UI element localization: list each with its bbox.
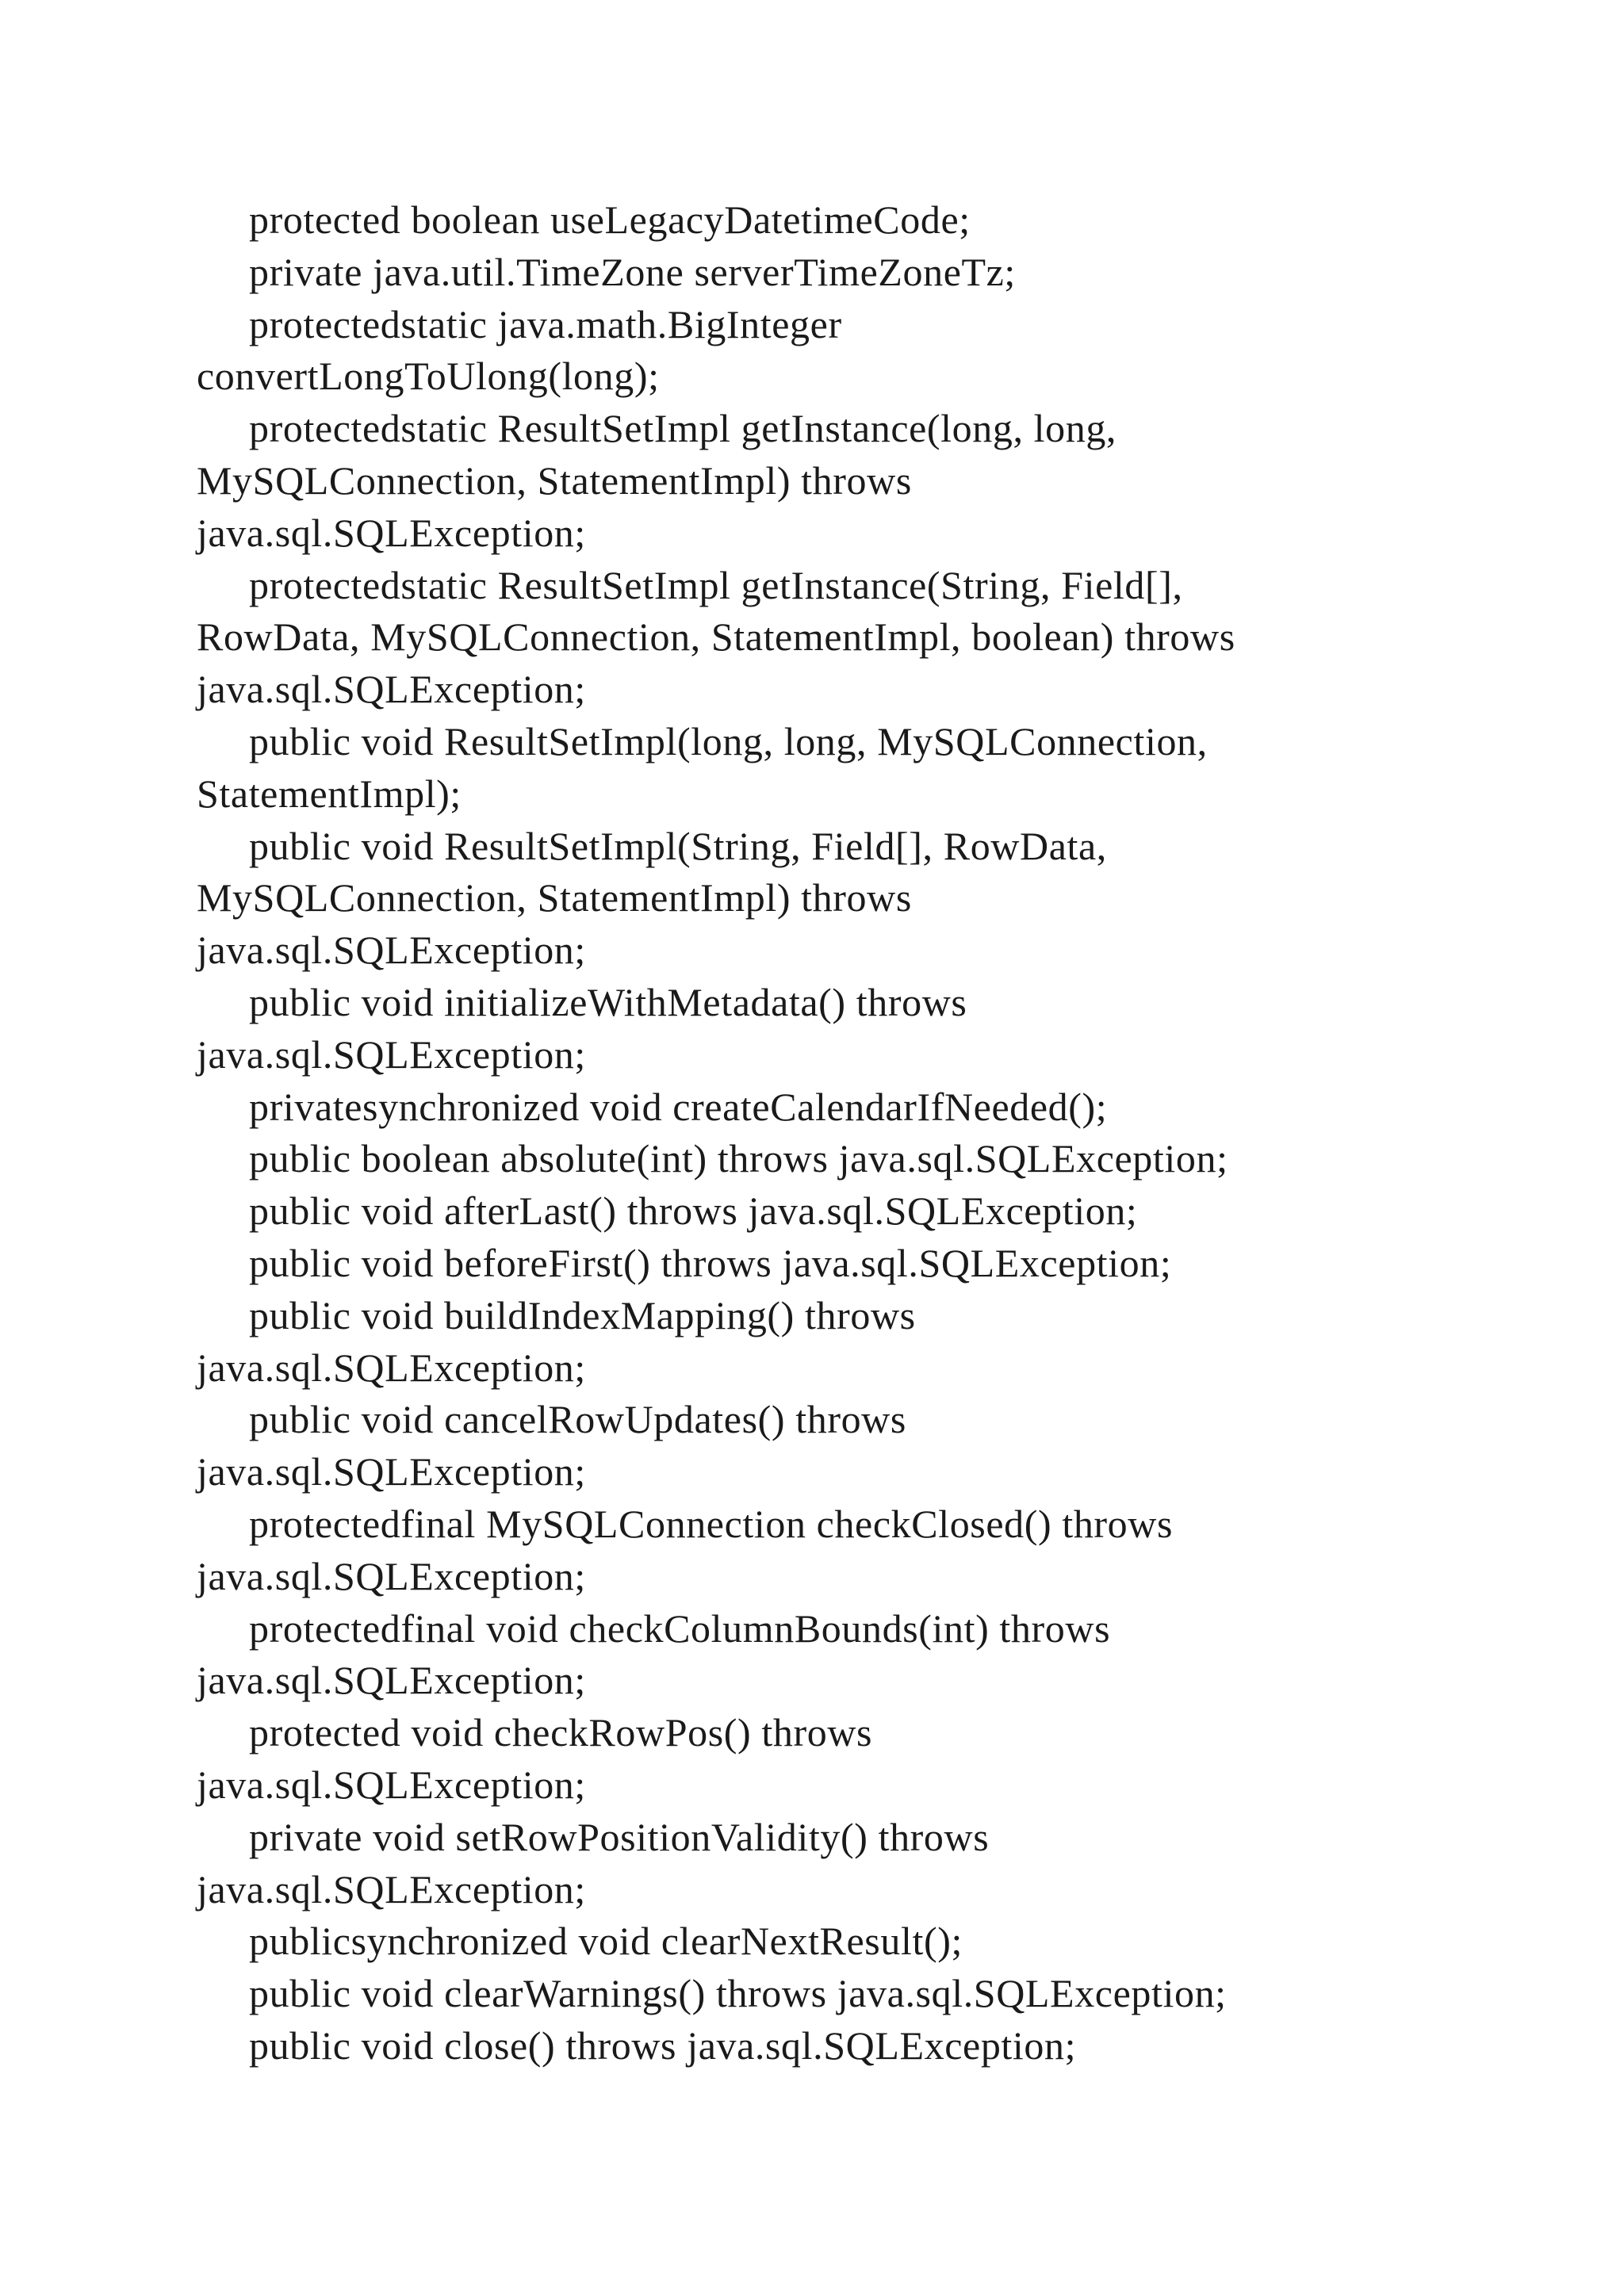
- text-line: public void initializeWithMetadata() throws: [249, 979, 967, 1024]
- text-line: java.sql.SQLException;: [197, 1449, 586, 1494]
- text-line: java.sql.SQLException;: [197, 1866, 586, 1911]
- text-line: public void ResultSetImpl(long, long, MySQLConnection,: [249, 718, 1208, 763]
- text-line: protectedfinal void checkColumnBounds(int) throws: [249, 1605, 1111, 1651]
- text-line: public void beforeFirst() throws java.sql.SQLException;: [249, 1240, 1172, 1285]
- text-line: protectedfinal MySQLConnection checkClosed() throws: [249, 1501, 1174, 1546]
- text-line: protected void checkRowPos() throws: [249, 1710, 873, 1755]
- text-line: java.sql.SQLException;: [197, 1762, 586, 1807]
- text-line: public void clearWarnings() throws java.sql.SQLException;: [249, 1971, 1227, 2016]
- text-line: protectedstatic ResultSetImpl getInstance(long, long,: [249, 406, 1117, 451]
- text-line: public void close() throws java.sql.SQLException;: [249, 2022, 1077, 2068]
- text-line: publicsynchronized void clearNextResult();: [249, 1919, 963, 1964]
- code-listing: [197, 194, 1434, 2072]
- text-line: MySQLConnection, StatementImpl) throws: [197, 875, 912, 920]
- text-line: public boolean absolute(int) throws java.sql.SQLException;: [249, 1136, 1228, 1181]
- text-line: protected boolean useLegacyDatetimeCode;: [249, 197, 971, 242]
- text-line: public void ResultSetImpl(String, Field[], RowData,: [249, 823, 1107, 868]
- text-line: RowData, MySQLConnection, StatementImpl, boolean) throws: [197, 614, 1235, 660]
- text-line: private void setRowPositionValidity() throws: [249, 1814, 990, 1859]
- text-line: java.sql.SQLException;: [197, 928, 586, 973]
- text-line: convertLongToUlong(long);: [197, 354, 660, 399]
- text-line: java.sql.SQLException;: [197, 1553, 586, 1598]
- text-line: MySQLConnection, StatementImpl) throws: [197, 457, 912, 503]
- text-line: java.sql.SQLException;: [197, 667, 586, 712]
- text-line: privatesynchronized void createCalendarIfNeeded();: [249, 1084, 1108, 1129]
- text-line: java.sql.SQLException;: [197, 1031, 586, 1077]
- text-line: protectedstatic ResultSetImpl getInstance(String, Field[],: [249, 562, 1183, 607]
- text-line: public void cancelRowUpdates() throws: [249, 1397, 906, 1442]
- text-line: java.sql.SQLException;: [197, 510, 586, 555]
- text-line: java.sql.SQLException;: [197, 1658, 586, 1703]
- text-line: java.sql.SQLException;: [197, 1345, 586, 1390]
- text-line: public void buildIndexMapping() throws: [249, 1292, 916, 1337]
- text-line: StatementImpl);: [197, 771, 462, 816]
- text-line: public void afterLast() throws java.sql.SQLException;: [249, 1188, 1138, 1234]
- text-line: private java.util.TimeZone serverTimeZoneTz;: [249, 249, 1016, 294]
- text-line: protectedstatic java.math.BigInteger: [249, 301, 842, 346]
